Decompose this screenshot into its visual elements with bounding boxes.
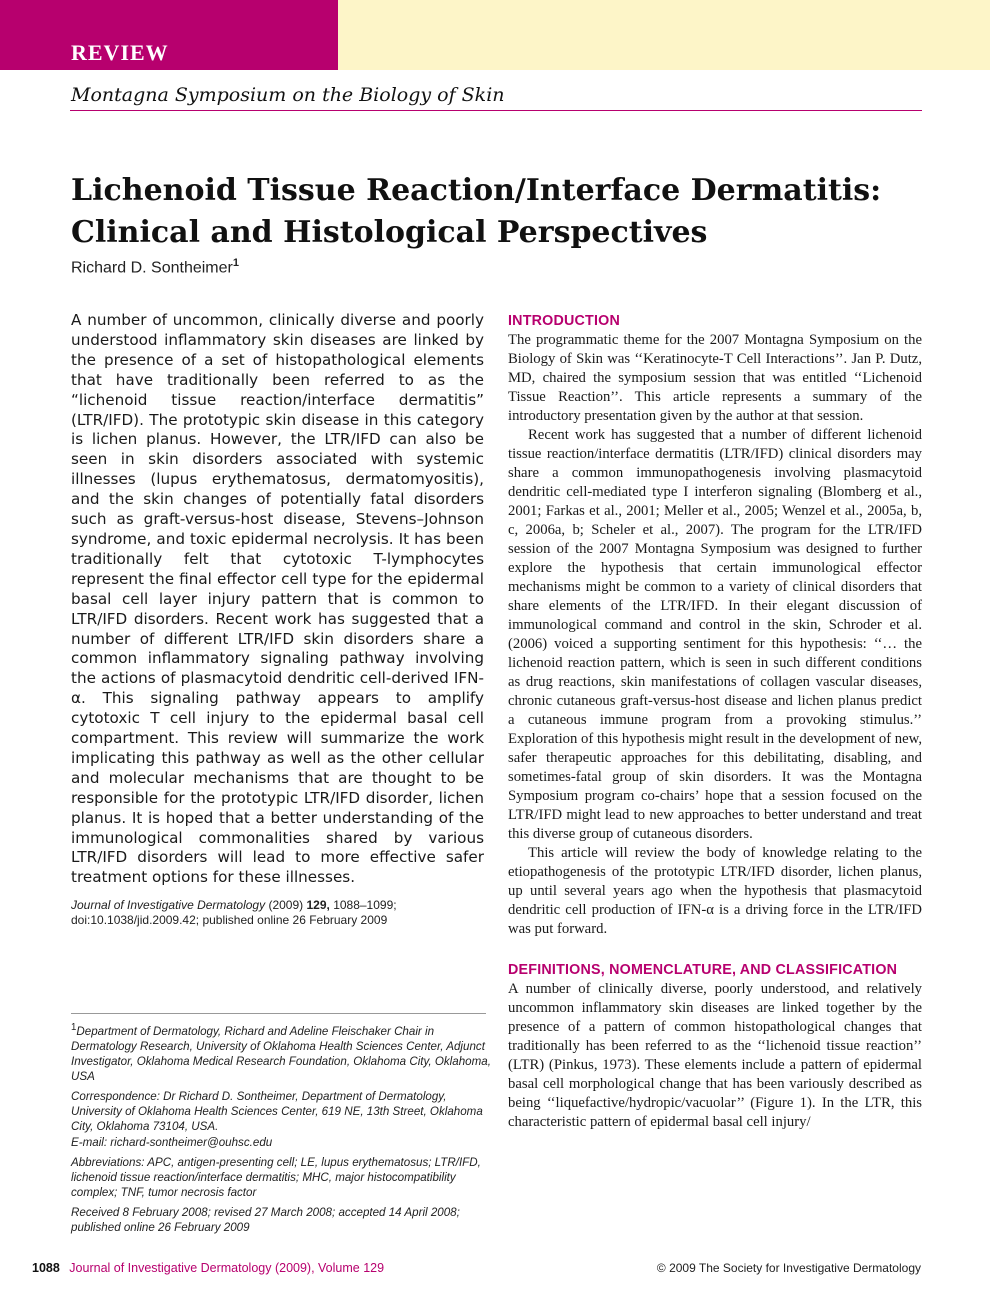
author-affiliation-mark: 1	[232, 257, 239, 269]
section-label: REVIEW	[71, 40, 169, 65]
footnote-email[interactable]: E-mail: richard-sontheimer@ouhsc.edu	[71, 1135, 273, 1149]
footer-copyright: © 2009 The Society for Investigative Dermatology	[656, 1261, 921, 1275]
footnote-abbreviations: Abbreviations: APC, antigen-presenting cell; LE, lupus erythematosus; LTR/IFD, lichenoid tissue reaction/interface dermatitis; MHC, major histocompatibility complex; TNF, tumor necrosis factor	[71, 1155, 481, 1199]
section-spacer	[508, 939, 922, 961]
footnote-correspondence-text: Correspondence: Dr Richard D. Sontheimer, Department of Dermatology, University of Oklahoma Health Sciences Center, 619 NE, 13th Street, Oklahoma City, Oklahoma 73104, USA.	[71, 1090, 483, 1134]
series-divider	[70, 110, 922, 111]
heading-introduction: INTRODUCTION	[508, 313, 621, 329]
footer-journal	[32, 1261, 384, 1275]
abstract: A number of uncommon, clinically diverse and poorly understood inflammatory skin diseases are linked by the presence of a set of histopathological elements that have traditionally been referred to as the “lichenoid tissue reaction/interface dermatitis” (LTR/IFD). The prototypic skin disease in this category is lichen planus. However, the LTR/IFD can also be seen in skin disorders associated with systemic illnesses (lupus erythematosus, dermatomyositis), and the skin changes of potentially fatal disorders such as graft-versus-host disease, Stevens–Johnson syndrome, and toxic epidermal necrolysis. It has been traditionally felt that cytotoxic T-lymphocytes represent the final effector cell type for the epidermal basal cell layer injury pattern that is common to LTR/IFD disorders. Recent work has suggested that a number of different LTR/IFD skin disorders share a common inflammatory signaling pathway involving the actions of plasmacytoid dendritic cell-derived IFN-α. This signaling pathway appears to amplify cytotoxic T cell injury to the epidermal basal cell compartment. This review will summarize the work implicating this pathway as well as the other cellular and molecular mechanisms that are thought to be responsible for the prototypic LTR/IFD disorder, lichen planus. It is hoped that a better understanding of the immunological commonalities shared by various LTR/IFD disorders will lead to more effective safer treatment options for these illnesses.	[71, 311, 484, 887]
citation	[71, 898, 484, 928]
footnote-received: Received 8 February 2008; revised 27 March 2008; accepted 14 April 2008; published online 26 February 2009	[71, 1205, 460, 1234]
footnote-mark: 1	[71, 1022, 77, 1033]
intro-paragraph-3: This article will review the body of knowledge relating to the etiopathogenesis of the prototypic LTR/IFD disorder, lichen planus, up until several years ago when the hypothesis that plasmacytoid dendritic cell production of IFN-α is a driving force in the LTR/IFD was put forward.	[508, 845, 922, 937]
citation-journal: Journal of Investigative Dermatology	[71, 898, 266, 912]
footnote-affiliation	[71, 1020, 491, 1084]
footer-journal-line: Journal of Investigative Dermatology (2009), Volume 129	[69, 1261, 385, 1275]
footnote-correspondence	[71, 1089, 491, 1149]
author-line	[71, 257, 239, 277]
intro-paragraph-2: Recent work has suggested that a number of different lichenoid tissue reaction/interface dermatitis (LTR/IFD) clinical disorders may share a common immunopathogenesis involving plasmacytoid dendritic cell-mediated type I interferon signaling (Blomberg et al., 2001; Farkas et al., 2001; Meller et al., 2005; Wenzel et al., 2005a, b, c, 2006a, b; Scheler et al., 2007). The program for the LTR/IFD session of the 2007 Montagna Symposium was designed to further explore the hypothesis that certain immunological effector mechanisms might be common to a variety of clinical disorders that share elements of the LTR/IFD. In their elegant discussion of immunological command and control in the skin, Schroder et al. (2006) voiced a supporting sentiment for this hypothesis: ‘‘… the lichenoid reaction pattern, which is seen in such different conditions as drug reactions, skin manifestations of collagen vascular diseases, chronic cutaneous graft-versus-host disease and lichen planus predict a cutaneous immune program from a provoking stimulus.’’ Exploration of this hypothesis might result in the development of new, safer therapeutic approaches for this debilitating, disabling, and sometimes-fatal group of skin disorders. It was the Montagna Symposium program co-chairs’ hope that a session focused on the LTR/IFD might lead to new approaches to better understand and treat this diverse group of cutaneous disorders.	[508, 427, 922, 842]
footnotes	[71, 1020, 491, 1240]
citation-doi: doi:10.1038/jid.2009.42; published online 26 February 2009	[71, 913, 388, 927]
page-number: 1088	[32, 1261, 60, 1275]
series-title: Montagna Symposium on the Biology of Skin	[71, 84, 505, 106]
footnote-divider	[71, 1013, 486, 1014]
header-band-cream	[338, 0, 990, 70]
header-band-magenta	[0, 0, 338, 70]
body-column	[508, 312, 922, 1132]
author-name: Richard D. Sontheimer	[71, 259, 233, 277]
heading-definitions: DEFINITIONS, NOMENCLATURE, AND CLASSIFICATION	[508, 962, 898, 978]
intro-paragraph-1: The programmatic theme for the 2007 Montagna Symposium on the Biology of Skin was ‘‘Keratinocyte-T Cell Interactions’’. Jan P. Dutz, MD, chaired the symposium session that was entitled ‘‘Lichenoid Tissue Reaction’’. This article represents a summary of the introductory presentation given by the author at that session.	[508, 332, 922, 424]
citation-year: (2009)	[268, 898, 304, 912]
article-title: Lichenoid Tissue Reaction/Interface Dermatitis: Clinical and Histological Perspectives	[71, 173, 882, 250]
definitions-paragraph-1: A number of clinically diverse, poorly understood, and relatively uncommon inflammatory skin diseases are linked together by the presence of a pattern of common histopathological changes that traditionally has been referred to as the ‘‘lichenoid tissue reaction’’ (LTR) (Pinkus, 1973). These elements include a pattern of epidermal basal cell morphological change that has been variously described as being ‘‘liquefactive/hydropic/vacuolar’’ (Figure 1). In the LTR, this characteristic pattern of epidermal basal cell injury/	[508, 981, 922, 1130]
footnote-affiliation-text: Department of Dermatology, Richard and Adeline Fleischaker Chair in Dermatology Research, University of Oklahoma Health Sciences Center, Adjunct Investigator, Oklahoma Medical Research Foundation, Oklahoma City, Oklahoma, USA	[71, 1024, 491, 1084]
citation-volume: 129,	[306, 898, 330, 912]
citation-pages: 1088–1099;	[333, 898, 397, 912]
